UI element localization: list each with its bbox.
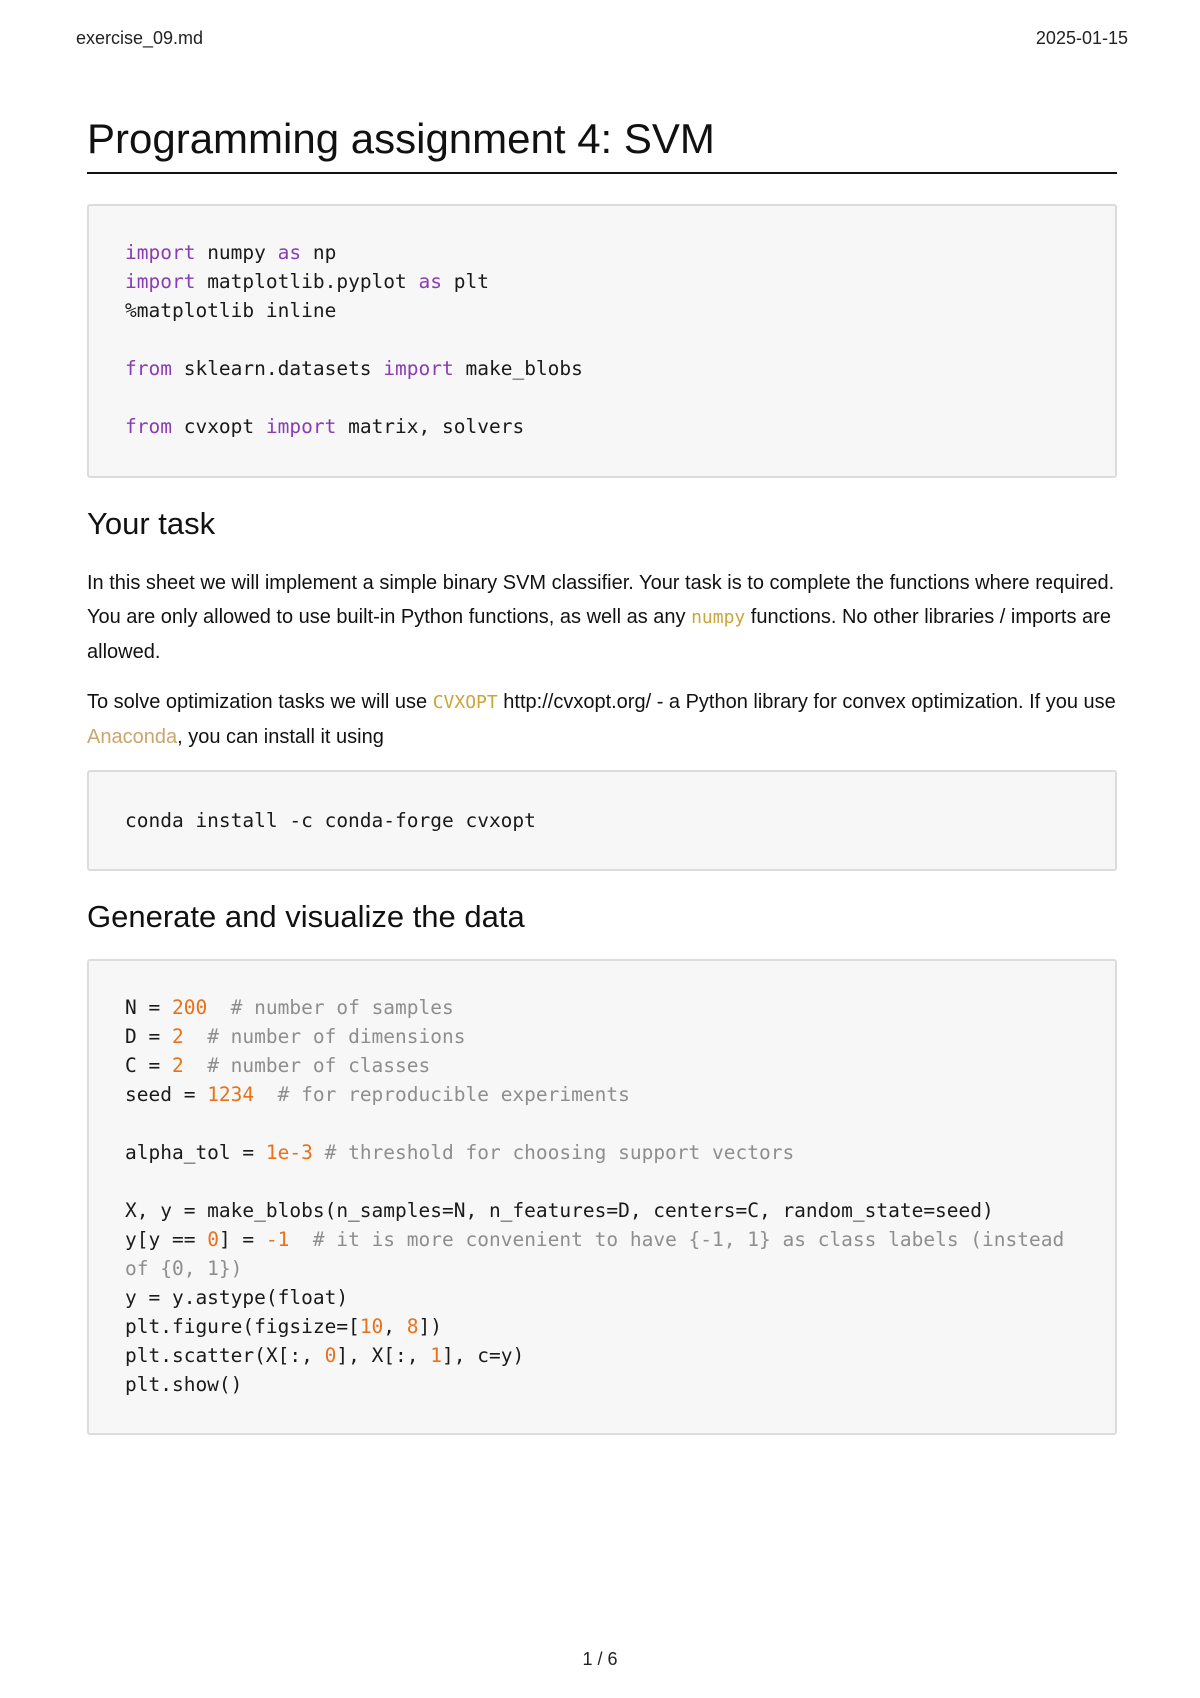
running-header [76, 28, 1128, 49]
section-heading-task: Your task [87, 506, 216, 541]
code-block-imports [87, 204, 1117, 478]
page-number: 1 / 6 [582, 1649, 618, 1669]
anaconda-link[interactable]: Anaconda [87, 726, 178, 748]
cvxopt-paragraph: To solve optimization tasks we will use CVXOPT http://cvxopt.org/ - a Python library for convex optimization. If you use Anaconda, you can install it using [87, 691, 1116, 748]
code-block-install [87, 770, 1117, 871]
inline-code-cvxopt: CVXOPT [432, 692, 498, 713]
task-paragraph: In this sheet we will implement a simple binary SVM classifier. Your task is to complete the functions where required. You are only allowed to use built-in Python functions, as well as any numpy functions. No other libraries / imports are allowed. [87, 572, 1115, 663]
code-generate-data: N = 200 # number of samples D = 2 # number of dimensions C = 2 # number of classes seed = 1234 # for reproducible experiments alpha_tol = 1e-3 # threshold for choosing support vectors X, y = make_blobs(n_samples=N, n_features=D, centers=C, random_state=seed) y[y == 0] = -1 # it is more convenient to have {-1, 1} as class labels (instead of {0, 1}) y = y.astype(float) plt.figure(figsize=[10, 8]) plt.scatter(X[:, 0], X[:, 1], c=y) plt.show() [125, 996, 1076, 1396]
code-block-data [87, 959, 1117, 1435]
inline-code-numpy: numpy [691, 607, 746, 628]
code-imports: import numpy as np import matplotlib.pyplot as plt %matplotlib inline from sklearn.datasets import make_blobs from cvxopt import matrix, solvers [125, 241, 583, 438]
header-date: 2025-01-15 [1035, 28, 1128, 48]
header-filename: exercise_09.md [76, 28, 204, 48]
page-title: Programming assignment 4: SVM [87, 110, 1117, 174]
document-body [87, 110, 1117, 1435]
code-install-command: conda install -c conda-forge cvxopt [125, 809, 536, 832]
section-heading-generate-data: Generate and visualize the data [87, 899, 525, 934]
